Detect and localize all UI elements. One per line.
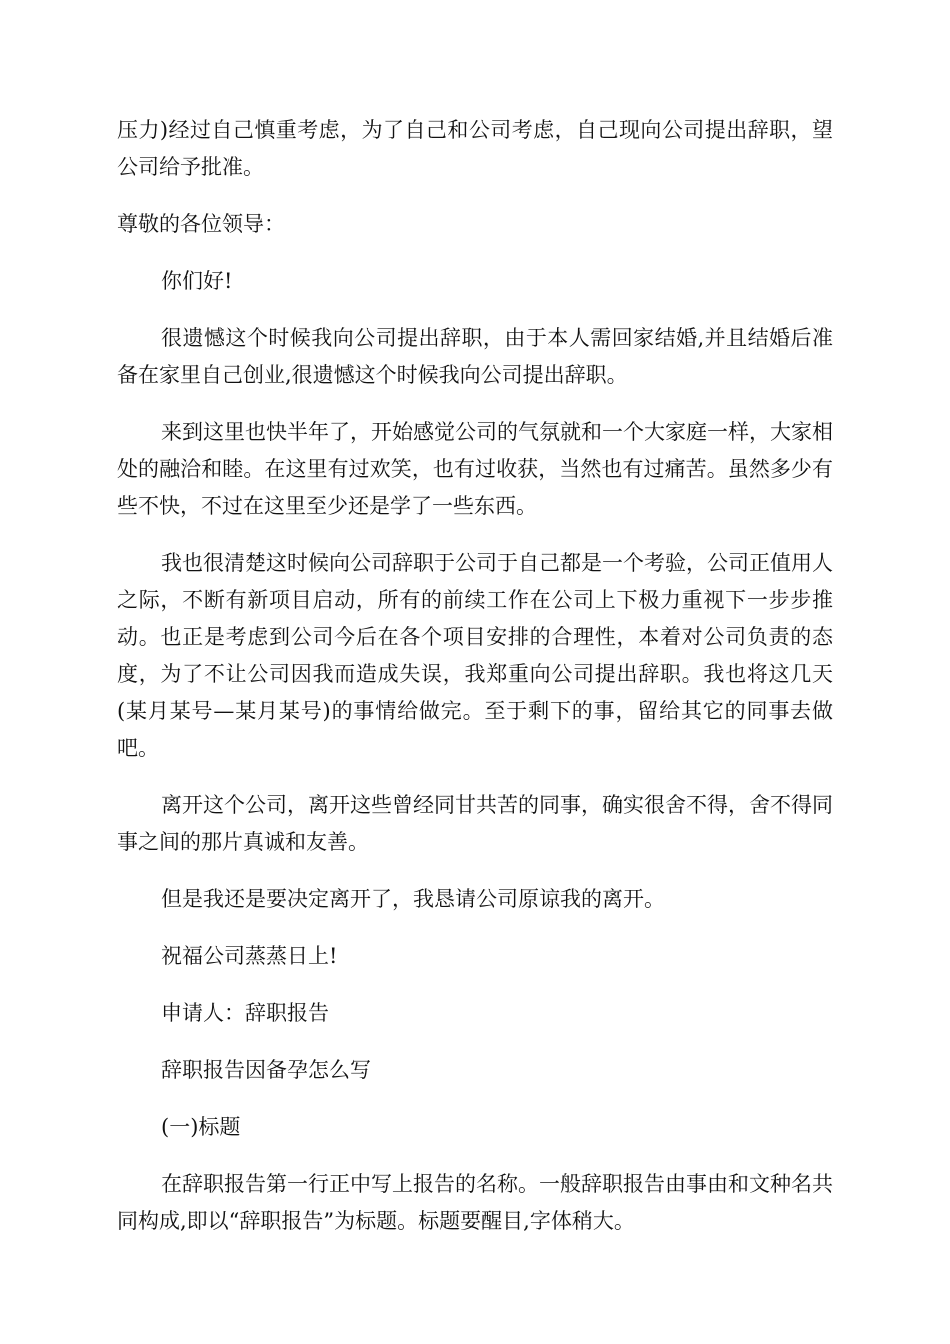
paragraph-greeting: 你们好! — [161, 269, 233, 293]
paragraph-title-instructions: 在辞职报告第一行正中写上报告的名称。一般辞职报告由事由和文种名共同构成,即以“辞职报告”为标题。标题要醒目,字体稍大。 — [117, 1172, 833, 1233]
paragraph-decision: 但是我还是要决定离开了，我恳请公司原谅我的离开。 — [161, 887, 665, 911]
paragraph-test: 我也很清楚这时候向公司辞职于公司于自己都是一个考验，公司正值用人之际，不断有新项目启动，所有的前续工作在公司上下极力重视下一步步推动。也正是考虑到公司今后在各个项目安排的合理性，本着对公司负责的态度，为了不让公司因我而造成失误，我郑重向公司提出辞职。我也将这几天(某月某号—某月某号)的事情给做完。至于剩下的事，留给其它的同事去做吧。 — [117, 551, 833, 760]
paragraph-applicant: 申请人：辞职报告 — [161, 1001, 329, 1025]
paragraph-pressure-continuation: 压力)经过自己慎重考虑，为了自己和公司考虑，自己现向公司提出辞职，望公司给予批准。 — [117, 118, 833, 179]
paragraph-blessing: 祝福公司蒸蒸日上! — [161, 944, 338, 968]
paragraph-regret: 很遗憾这个时候我向公司提出辞职，由于本人需回家结婚,并且结婚后准备在家里自己创业,很遗憾这个时候我向公司提出辞职。 — [117, 326, 833, 387]
document-body — [117, 112, 833, 1260]
paragraph-leaving: 离开这个公司，离开这些曾经同甘共苦的同事，确实很舍不得，舍不得同事之间的那片真诚和友善。 — [117, 793, 833, 854]
paragraph-salutation: 尊敬的各位领导： — [117, 212, 285, 236]
paragraph-section-heading: 辞职报告因备孕怎么写 — [161, 1058, 371, 1082]
paragraph-half-year: 来到这里也快半年了，开始感觉公司的气氛就和一个大家庭一样，大家相处的融洽和睦。在这里有过欢笑，也有过收获，当然也有过痛苦。虽然多少有些不快，不过在这里至少还是学了一些东西。 — [117, 420, 833, 518]
paragraph-subheading-title: (一)标题 — [161, 1115, 241, 1139]
